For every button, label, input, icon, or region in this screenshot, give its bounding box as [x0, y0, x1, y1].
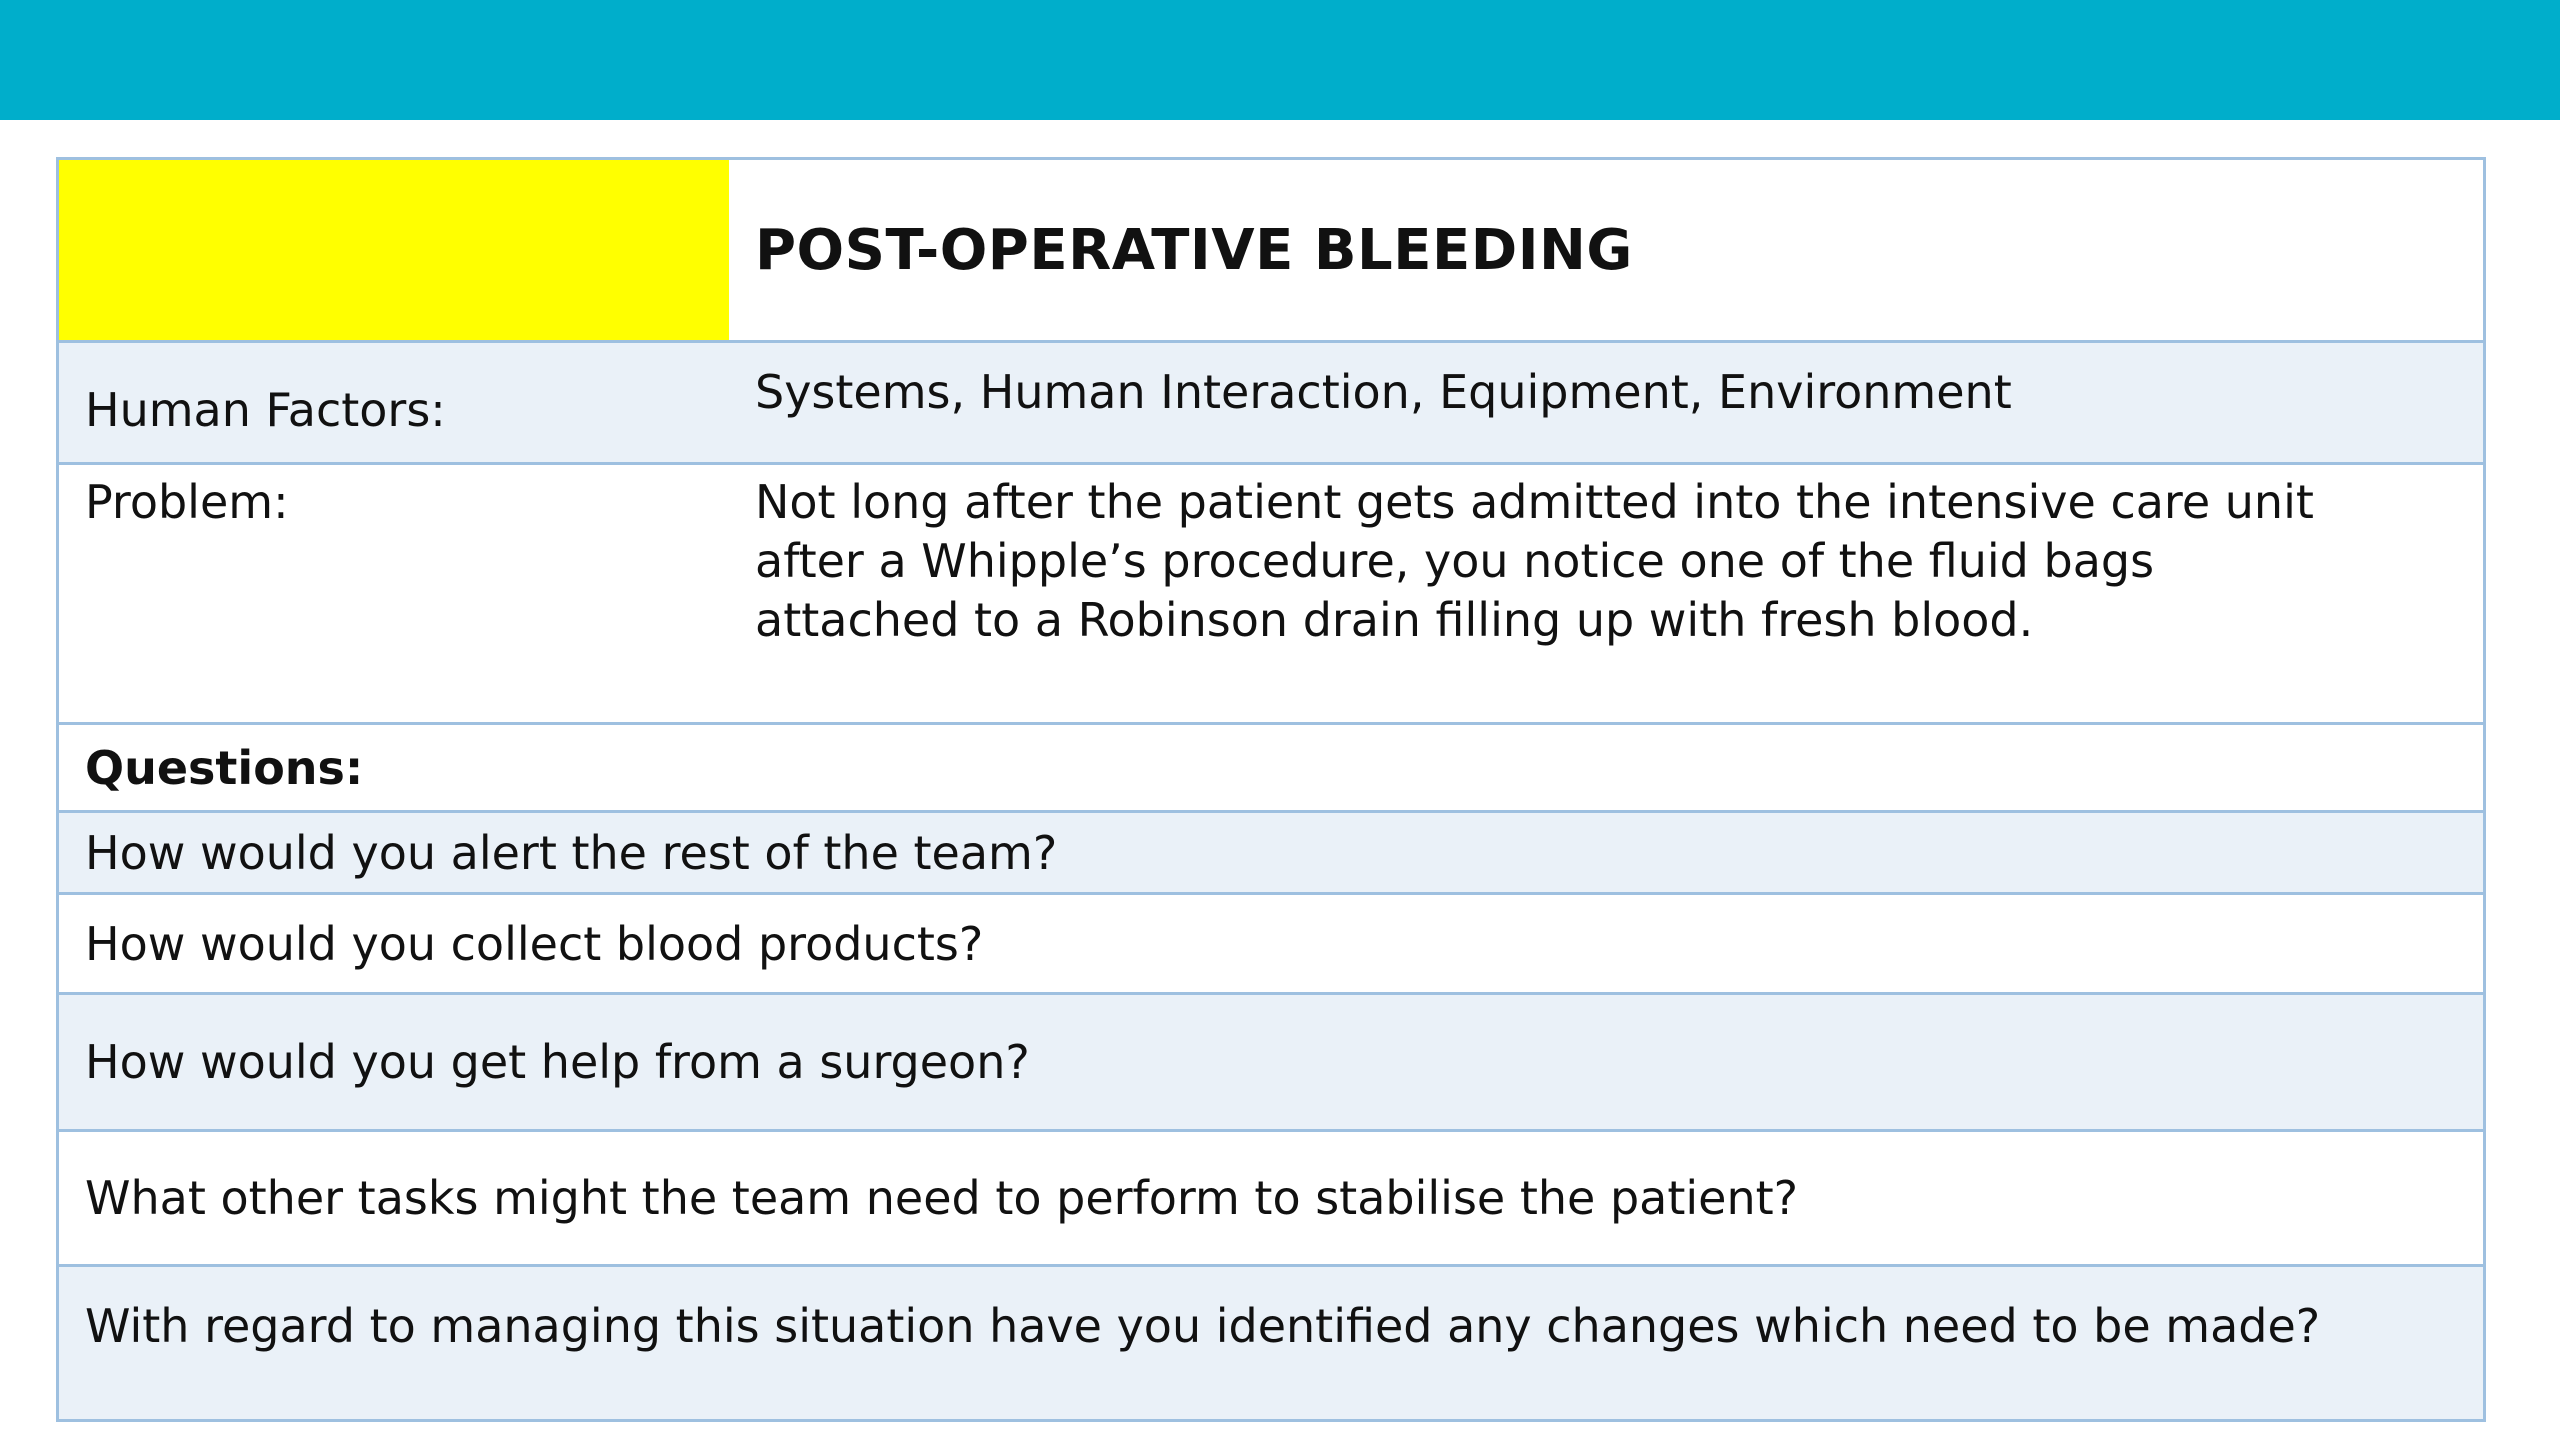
question-text: How would you alert the rest of the team?: [85, 825, 1058, 880]
scenario-card-table: [56, 157, 2486, 1422]
human-factors-value: Systems, Human Interaction, Equipment, Environment: [755, 365, 2012, 419]
title-row: [59, 160, 2483, 340]
questions-heading: Questions:: [85, 740, 364, 795]
question-text: How would you get help from a surgeon?: [85, 1035, 1030, 1089]
question-text: With regard to managing this situation have you identified any changes which need to be made?: [85, 1299, 2321, 1353]
human-factors-label: Human Factors:: [85, 383, 446, 437]
problem-row: [59, 462, 2483, 722]
problem-label: Problem:: [85, 475, 289, 529]
question-row: [59, 992, 2483, 1129]
header-bar: [0, 0, 2560, 120]
question-text: How would you collect blood products?: [85, 916, 984, 971]
question-row: [59, 1129, 2483, 1264]
human-factors-row: [59, 340, 2483, 462]
problem-description: Not long after the patient gets admitted into the intensive care unit after a Whipple’s procedure, you notice one of the fluid bags attached to a Robinson drain filling up with fresh blood.: [755, 475, 2314, 647]
card-title: POST-OPERATIVE BLEEDING: [755, 217, 1633, 283]
question-text: What other tasks might the team need to perform to stabilise the patient?: [85, 1171, 1799, 1225]
highlight-block: [59, 160, 729, 340]
question-row: [59, 810, 2483, 892]
questions-heading-row: [59, 722, 2483, 810]
question-row: [59, 1264, 2483, 1419]
question-row: [59, 892, 2483, 992]
